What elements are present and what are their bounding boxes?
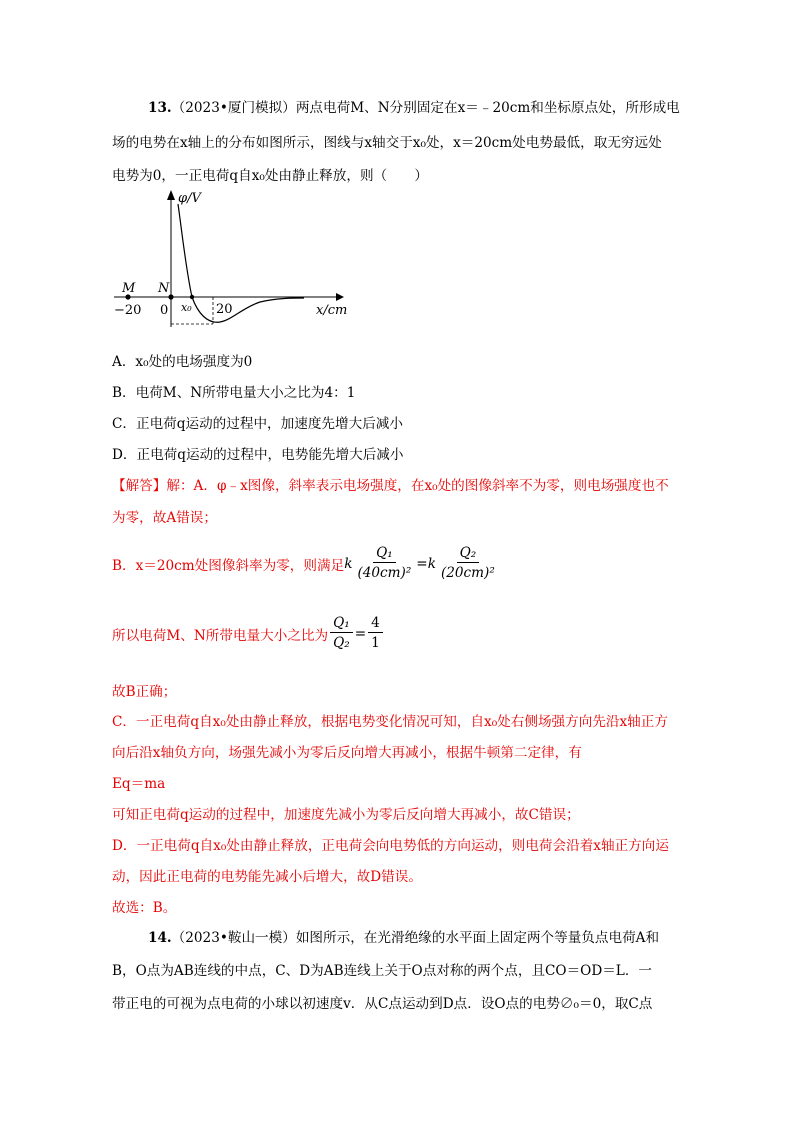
- q13-line-3: 电势为0，一正电荷q自x₀处由静止释放，则（ ）: [112, 168, 428, 184]
- ratio-value-denominator: 1: [371, 635, 380, 651]
- label-N: N: [158, 281, 170, 296]
- x-axis-arrow: [336, 293, 344, 301]
- q13-line-2: 场的电势在x轴上的分布如图所示，图线与x轴交于x₀处，x＝20cm处电势最低，取无穷远处: [112, 135, 662, 151]
- answer-line-final: 故选：B。: [112, 900, 177, 916]
- option-B: B．电荷M、N所带电量大小之比为4：1: [112, 385, 356, 401]
- x-axis-label: x/cm: [316, 303, 348, 318]
- eq-equals: =: [416, 555, 428, 572]
- tick-neg20: −20: [114, 303, 142, 318]
- q13-source: （2023•厦门模拟）: [171, 100, 296, 116]
- x0-dot: [190, 295, 194, 299]
- eq-frac1-denominator: (40cm)²: [357, 565, 412, 581]
- answer-b-line: [112, 544, 500, 583]
- ratio-q-numerator: Q₁: [330, 614, 353, 633]
- ratio-q-denominator: Q₂: [333, 635, 350, 651]
- eq-k-2: k: [427, 555, 436, 572]
- q13-line-1: [148, 96, 680, 116]
- ratio-equation: [328, 614, 385, 653]
- answer-line-c4: 可知正电荷q运动的过程中，加速度先减小为零后反向增大再减小，故C错误；: [112, 807, 580, 823]
- q14-line-1: [148, 926, 659, 946]
- answer-line-1: [112, 474, 669, 494]
- equation: [344, 544, 500, 583]
- eq-frac2-numerator: Q₂: [457, 544, 480, 563]
- potential-graph: [108, 182, 368, 334]
- ratio-value-numerator: 4: [368, 614, 383, 633]
- option-C: C．正电荷q运动的过程中，加速度先增大后减小: [112, 416, 403, 432]
- ratio-fraction-value: [368, 614, 383, 653]
- q14-line-2: B，O点为AB连线的中点，C、D为AB连线上关于O点对称的两个点，且CO＝OD＝L．一: [112, 963, 653, 979]
- option-A: A．x₀处的电场强度为0: [112, 354, 253, 370]
- answer-tag: 【解答】: [112, 478, 167, 494]
- answer-line-c2: 向后沿x轴负方向，场强先减小为零后反向增大再减小，根据牛顿第二定律，有: [112, 745, 582, 761]
- answer-line-2: 为零，故A错误；: [112, 510, 217, 526]
- answer-ratio-line: [112, 614, 385, 653]
- option-D: D．正电荷q运动的过程中，电势能先增大后减小: [112, 447, 404, 463]
- q14-number: 14.: [148, 930, 172, 946]
- answer-a-text: 解：A．φ﹣x图像，斜率表示电场强度，在x₀处的图像斜率不为零，则电场强度也不: [166, 478, 669, 494]
- tick-0: 0: [160, 303, 169, 318]
- answer-line-d2: 动，因此正电荷的电势能先减小后增大，故D错误。: [112, 869, 422, 885]
- label-M: M: [122, 281, 136, 296]
- tick-x0: x₀: [181, 301, 192, 314]
- q14-source: （2023•鞍山一模）: [171, 930, 296, 946]
- eq-frac2-denominator: (20cm)²: [440, 565, 495, 581]
- q13-number: 13.: [148, 100, 172, 116]
- answer-line-c1: C．一正电荷q自x₀处由静止释放，根据电势变化情况可知，自x₀处右侧场强方向先沿x轴正方: [112, 714, 668, 730]
- q13-text: 两点电荷M、N分别固定在x＝﹣20cm和坐标原点处，所形成电: [295, 100, 680, 116]
- eq-frac1-numerator: Q₁: [373, 544, 396, 563]
- y-axis-arrow: [167, 190, 175, 200]
- potential-curve: [178, 204, 304, 322]
- y-axis-label: φ/V: [178, 191, 201, 206]
- eq-fraction-2: [438, 544, 498, 583]
- tick-20: 20: [216, 302, 233, 317]
- answer-ratio-text: 所以电荷M、N所带电量大小之比为: [112, 627, 329, 644]
- answer-line-d1: D．一正电荷q自x₀处由静止释放，正电荷会向电势低的方向运动，则电荷会沿着x轴正方向运: [112, 838, 669, 854]
- ratio-equals: =: [354, 625, 367, 642]
- eq-fraction-1: [354, 544, 414, 583]
- q14-text: 如图所示，在光滑绝缘的水平面上固定两个等量负点电荷A和: [295, 930, 660, 946]
- answer-b-text: B．x＝20cm处图像斜率为零，则满足: [112, 557, 345, 574]
- answer-line-c3: Eq＝ma: [112, 776, 166, 792]
- eq-k-1: k: [344, 555, 353, 572]
- ratio-fraction-q: [330, 614, 353, 653]
- answer-line-b-conclusion: 故B正确；: [112, 684, 177, 700]
- q14-line-3: 带正电的可视为点电荷的小球以初速度v．从C点运动到D点．设O点的电势∅₀＝0，取C点: [112, 996, 653, 1012]
